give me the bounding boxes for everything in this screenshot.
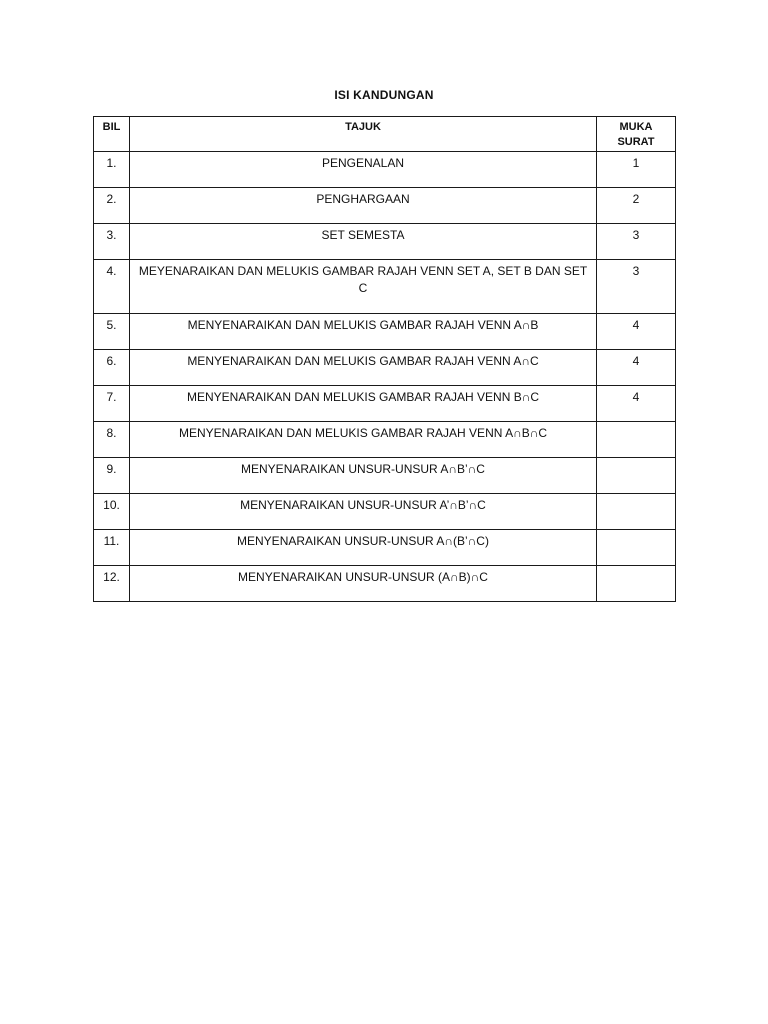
table-row xyxy=(94,314,676,350)
row-muka-surat: 4 xyxy=(597,350,676,386)
row-tajuk: MENYENARAIKAN DAN MELUKIS GAMBAR RAJAH VENN A∩C xyxy=(130,350,597,386)
row-bil: 7. xyxy=(94,386,130,422)
table-row xyxy=(94,458,676,494)
row-bil: 8. xyxy=(94,422,130,458)
row-tajuk: MENYENARAIKAN DAN MELUKIS GAMBAR RAJAH VENN A∩B xyxy=(130,314,597,350)
row-bil: 12. xyxy=(94,566,130,602)
row-tajuk: MENYENARAIKAN UNSUR-UNSUR A’∩B’∩C xyxy=(130,494,597,530)
row-tajuk: MENYENARAIKAN DAN MELUKIS GAMBAR RAJAH VENN A∩B∩C xyxy=(130,422,597,458)
table-row xyxy=(94,494,676,530)
table-row xyxy=(94,260,676,314)
row-tajuk: PENGHARGAAN xyxy=(130,188,597,224)
row-bil: 9. xyxy=(94,458,130,494)
row-bil: 5. xyxy=(94,314,130,350)
header-bil: BIL xyxy=(94,117,130,152)
table-of-contents xyxy=(93,116,676,602)
row-muka-surat: 3 xyxy=(597,260,676,314)
row-tajuk: MEYENARAIKAN DAN MELUKIS GAMBAR RAJAH VENN SET A, SET B DAN SET C xyxy=(130,260,597,314)
row-bil: 1. xyxy=(94,152,130,188)
row-tajuk: SET SEMESTA xyxy=(130,224,597,260)
table-row xyxy=(94,386,676,422)
header-muka-surat: MUKA SURAT xyxy=(597,117,676,152)
row-bil: 11. xyxy=(94,530,130,566)
row-bil: 4. xyxy=(94,260,130,314)
header-tajuk: TAJUK xyxy=(130,117,597,152)
page-title: ISI KANDUNGAN xyxy=(334,88,434,102)
row-bil: 2. xyxy=(94,188,130,224)
row-tajuk: MENYENARAIKAN UNSUR-UNSUR A∩B’∩C xyxy=(130,458,597,494)
row-muka-surat: 4 xyxy=(597,386,676,422)
row-muka-surat xyxy=(597,422,676,458)
row-tajuk: PENGENALAN xyxy=(130,152,597,188)
table-row xyxy=(94,422,676,458)
row-muka-surat: 2 xyxy=(597,188,676,224)
table-row xyxy=(94,188,676,224)
row-bil: 6. xyxy=(94,350,130,386)
row-muka-surat: 4 xyxy=(597,314,676,350)
table-row xyxy=(94,224,676,260)
row-muka-surat: 1 xyxy=(597,152,676,188)
row-muka-surat xyxy=(597,530,676,566)
table-row xyxy=(94,350,676,386)
row-muka-surat xyxy=(597,566,676,602)
table-row xyxy=(94,152,676,188)
row-tajuk: MENYENARAIKAN DAN MELUKIS GAMBAR RAJAH VENN B∩C xyxy=(130,386,597,422)
row-muka-surat xyxy=(597,494,676,530)
row-tajuk: MENYENARAIKAN UNSUR-UNSUR A∩(B’∩C) xyxy=(130,530,597,566)
row-muka-surat: 3 xyxy=(597,224,676,260)
table-row xyxy=(94,530,676,566)
row-bil: 10. xyxy=(94,494,130,530)
row-bil: 3. xyxy=(94,224,130,260)
row-tajuk: MENYENARAIKAN UNSUR-UNSUR (A∩B)∩C xyxy=(130,566,597,602)
table-header-row xyxy=(94,117,676,152)
table-row xyxy=(94,566,676,602)
row-muka-surat xyxy=(597,458,676,494)
